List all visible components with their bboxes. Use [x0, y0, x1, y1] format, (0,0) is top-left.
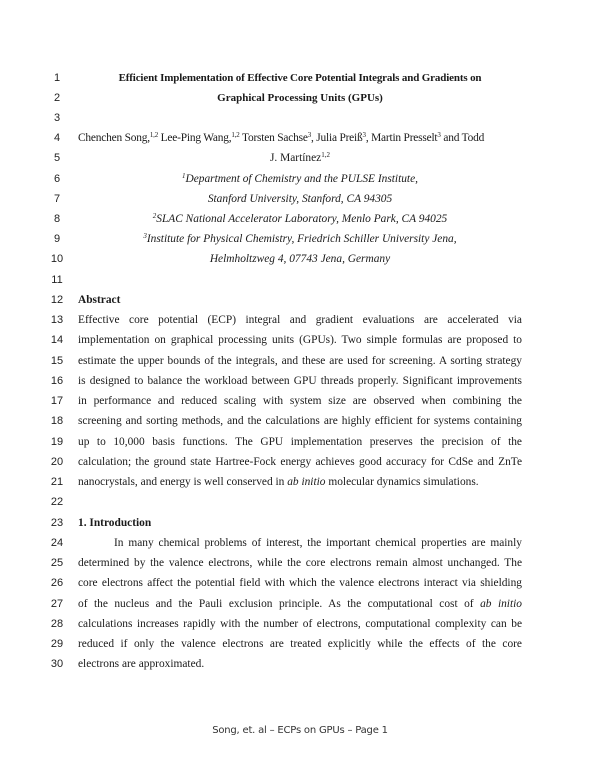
- author-name: Torsten Sachse: [239, 132, 308, 144]
- line-number: 26: [50, 577, 64, 589]
- line-number: 23: [50, 517, 64, 529]
- author-name: and Todd: [440, 132, 485, 144]
- author-affiliation-marker: 3: [362, 131, 366, 139]
- author-name: Chenchen Song,: [78, 132, 150, 144]
- abstract-line: in performance and reduced scaling with system size are observed when combining the: [78, 395, 522, 407]
- line-number: 30: [50, 658, 64, 670]
- line-number: 25: [50, 557, 64, 569]
- paper-title-line-2: Graphical Processing Units (GPUs): [217, 92, 383, 104]
- author-affiliation-marker: 1,2: [321, 151, 330, 159]
- page-footer: Song, et. al – ECPs on GPUs – Page 1: [212, 725, 388, 736]
- line-number: 1: [53, 72, 61, 84]
- abstract-heading: Abstract: [78, 294, 121, 306]
- author-name: J. Martínez: [270, 152, 322, 164]
- text-run: molecular dynamics simulations.: [325, 476, 479, 488]
- italic-term: ab initio: [287, 476, 326, 488]
- line-number: 12: [50, 294, 64, 306]
- author-name: Lee-Ping Wang,: [158, 132, 232, 144]
- line-number: 9: [53, 233, 61, 245]
- author-name: , Martin Presselt: [365, 132, 438, 144]
- affiliation: [78, 209, 522, 229]
- line-number: 17: [50, 395, 64, 407]
- author-affiliation-marker: 1,2: [231, 131, 240, 139]
- text-run: of the nucleus and the Pauli exclusion principle. As the computational cost of: [78, 598, 481, 610]
- line-number: 7: [53, 193, 61, 205]
- line-number: 3: [53, 112, 61, 124]
- abstract-line: Effective core potential (ECP) integral and gradient evaluations are accelerated via: [78, 314, 522, 326]
- abstract-line: up to 10,000 basis functions. The GPU implementation preserves the precision of the: [78, 436, 522, 448]
- affiliation: [78, 169, 522, 189]
- affiliation: [78, 249, 522, 269]
- line-number: 15: [50, 355, 64, 367]
- body-line: electrons are approximated.: [78, 658, 205, 670]
- abstract-line: calculation; the ground state Hartree-Fock energy achieves good accuracy for CdSe and ZnTe: [78, 456, 522, 468]
- affiliation-marker: 1: [181, 172, 186, 180]
- body-line: calculations increases rapidly with the number of electrons, computational complexity can be: [78, 618, 522, 630]
- abstract-line: [78, 472, 522, 492]
- line-number: 21: [50, 476, 64, 488]
- affiliation-text: Helmholtzweg 4, 07743 Jena, Germany: [209, 253, 391, 265]
- italic-term: ab initio: [480, 598, 522, 610]
- line-number: 20: [50, 456, 64, 468]
- line-number: 29: [50, 638, 64, 650]
- author-affiliation-marker: 1,2: [149, 131, 159, 139]
- line-number: 27: [50, 598, 64, 610]
- line-number: 14: [50, 334, 64, 346]
- body-line: In many chemical problems of interest, the important chemical properties are mainly: [114, 537, 522, 549]
- abstract-line: is designed to balance the workload between GPU threads properly. Significant improvements: [78, 375, 522, 387]
- affiliation: [78, 229, 522, 249]
- line-number: 2: [53, 92, 61, 104]
- affiliation: [78, 189, 522, 209]
- line-number: 18: [50, 415, 64, 427]
- introduction-heading: 1. Introduction: [78, 517, 152, 529]
- author-name: , Julia Preiß: [311, 132, 363, 144]
- line-number: 19: [50, 436, 64, 448]
- line-number: 4: [53, 132, 61, 144]
- line-number: 28: [50, 618, 64, 630]
- affiliation-text: Department of Chemistry and the PULSE Institute,: [185, 173, 419, 185]
- affiliation-marker: 2: [152, 212, 157, 220]
- line-number: 5: [53, 152, 61, 164]
- author-list-continued: [78, 148, 522, 168]
- line-number: 6: [53, 173, 61, 185]
- affiliation-text: SLAC National Accelerator Laboratory, Menlo Park, CA 94025: [156, 213, 448, 225]
- abstract-line: screening and sorting methods, and the calculations are highly efficient for systems containing: [78, 415, 522, 427]
- body-line: reduced if only the valence electrons are treated explicitly while the effects of the core: [78, 638, 522, 650]
- paper-title-line-1: Efficient Implementation of Effective Core Potential Integrals and Gradients on: [118, 72, 482, 84]
- body-line: determined by the valence electrons, while the core electrons remain almost unchanged. The: [78, 557, 522, 569]
- body-line: core electrons affect the potential field with which the valence electrons interact via shielding: [78, 577, 522, 589]
- affiliation-marker: 3: [143, 232, 147, 240]
- author-affiliation-marker: 3: [437, 131, 441, 139]
- line-number: 11: [51, 274, 63, 286]
- body-line: [78, 594, 522, 614]
- author-list: [78, 128, 522, 148]
- line-number: 10: [50, 253, 64, 265]
- line-number: 8: [53, 213, 61, 225]
- abstract-line: implementation on graphical processing units (GPUs). Two simple formulas are proposed to: [78, 334, 522, 346]
- author-affiliation-marker: 3: [307, 131, 311, 139]
- line-number: 24: [50, 537, 64, 549]
- line-number: 16: [50, 375, 64, 387]
- affiliation-text: Stanford University, Stanford, CA 94305: [207, 193, 393, 205]
- text-run: nanocrystals, and energy is well conserved in: [78, 476, 288, 488]
- abstract-line: estimate the upper bounds of the integrals, and these are used for screening. A sorting strategy: [78, 355, 522, 367]
- line-number: 13: [50, 314, 64, 326]
- line-number: 22: [50, 496, 64, 508]
- affiliation-text: Institute for Physical Chemistry, Friedrich Schiller University Jena,: [146, 233, 457, 245]
